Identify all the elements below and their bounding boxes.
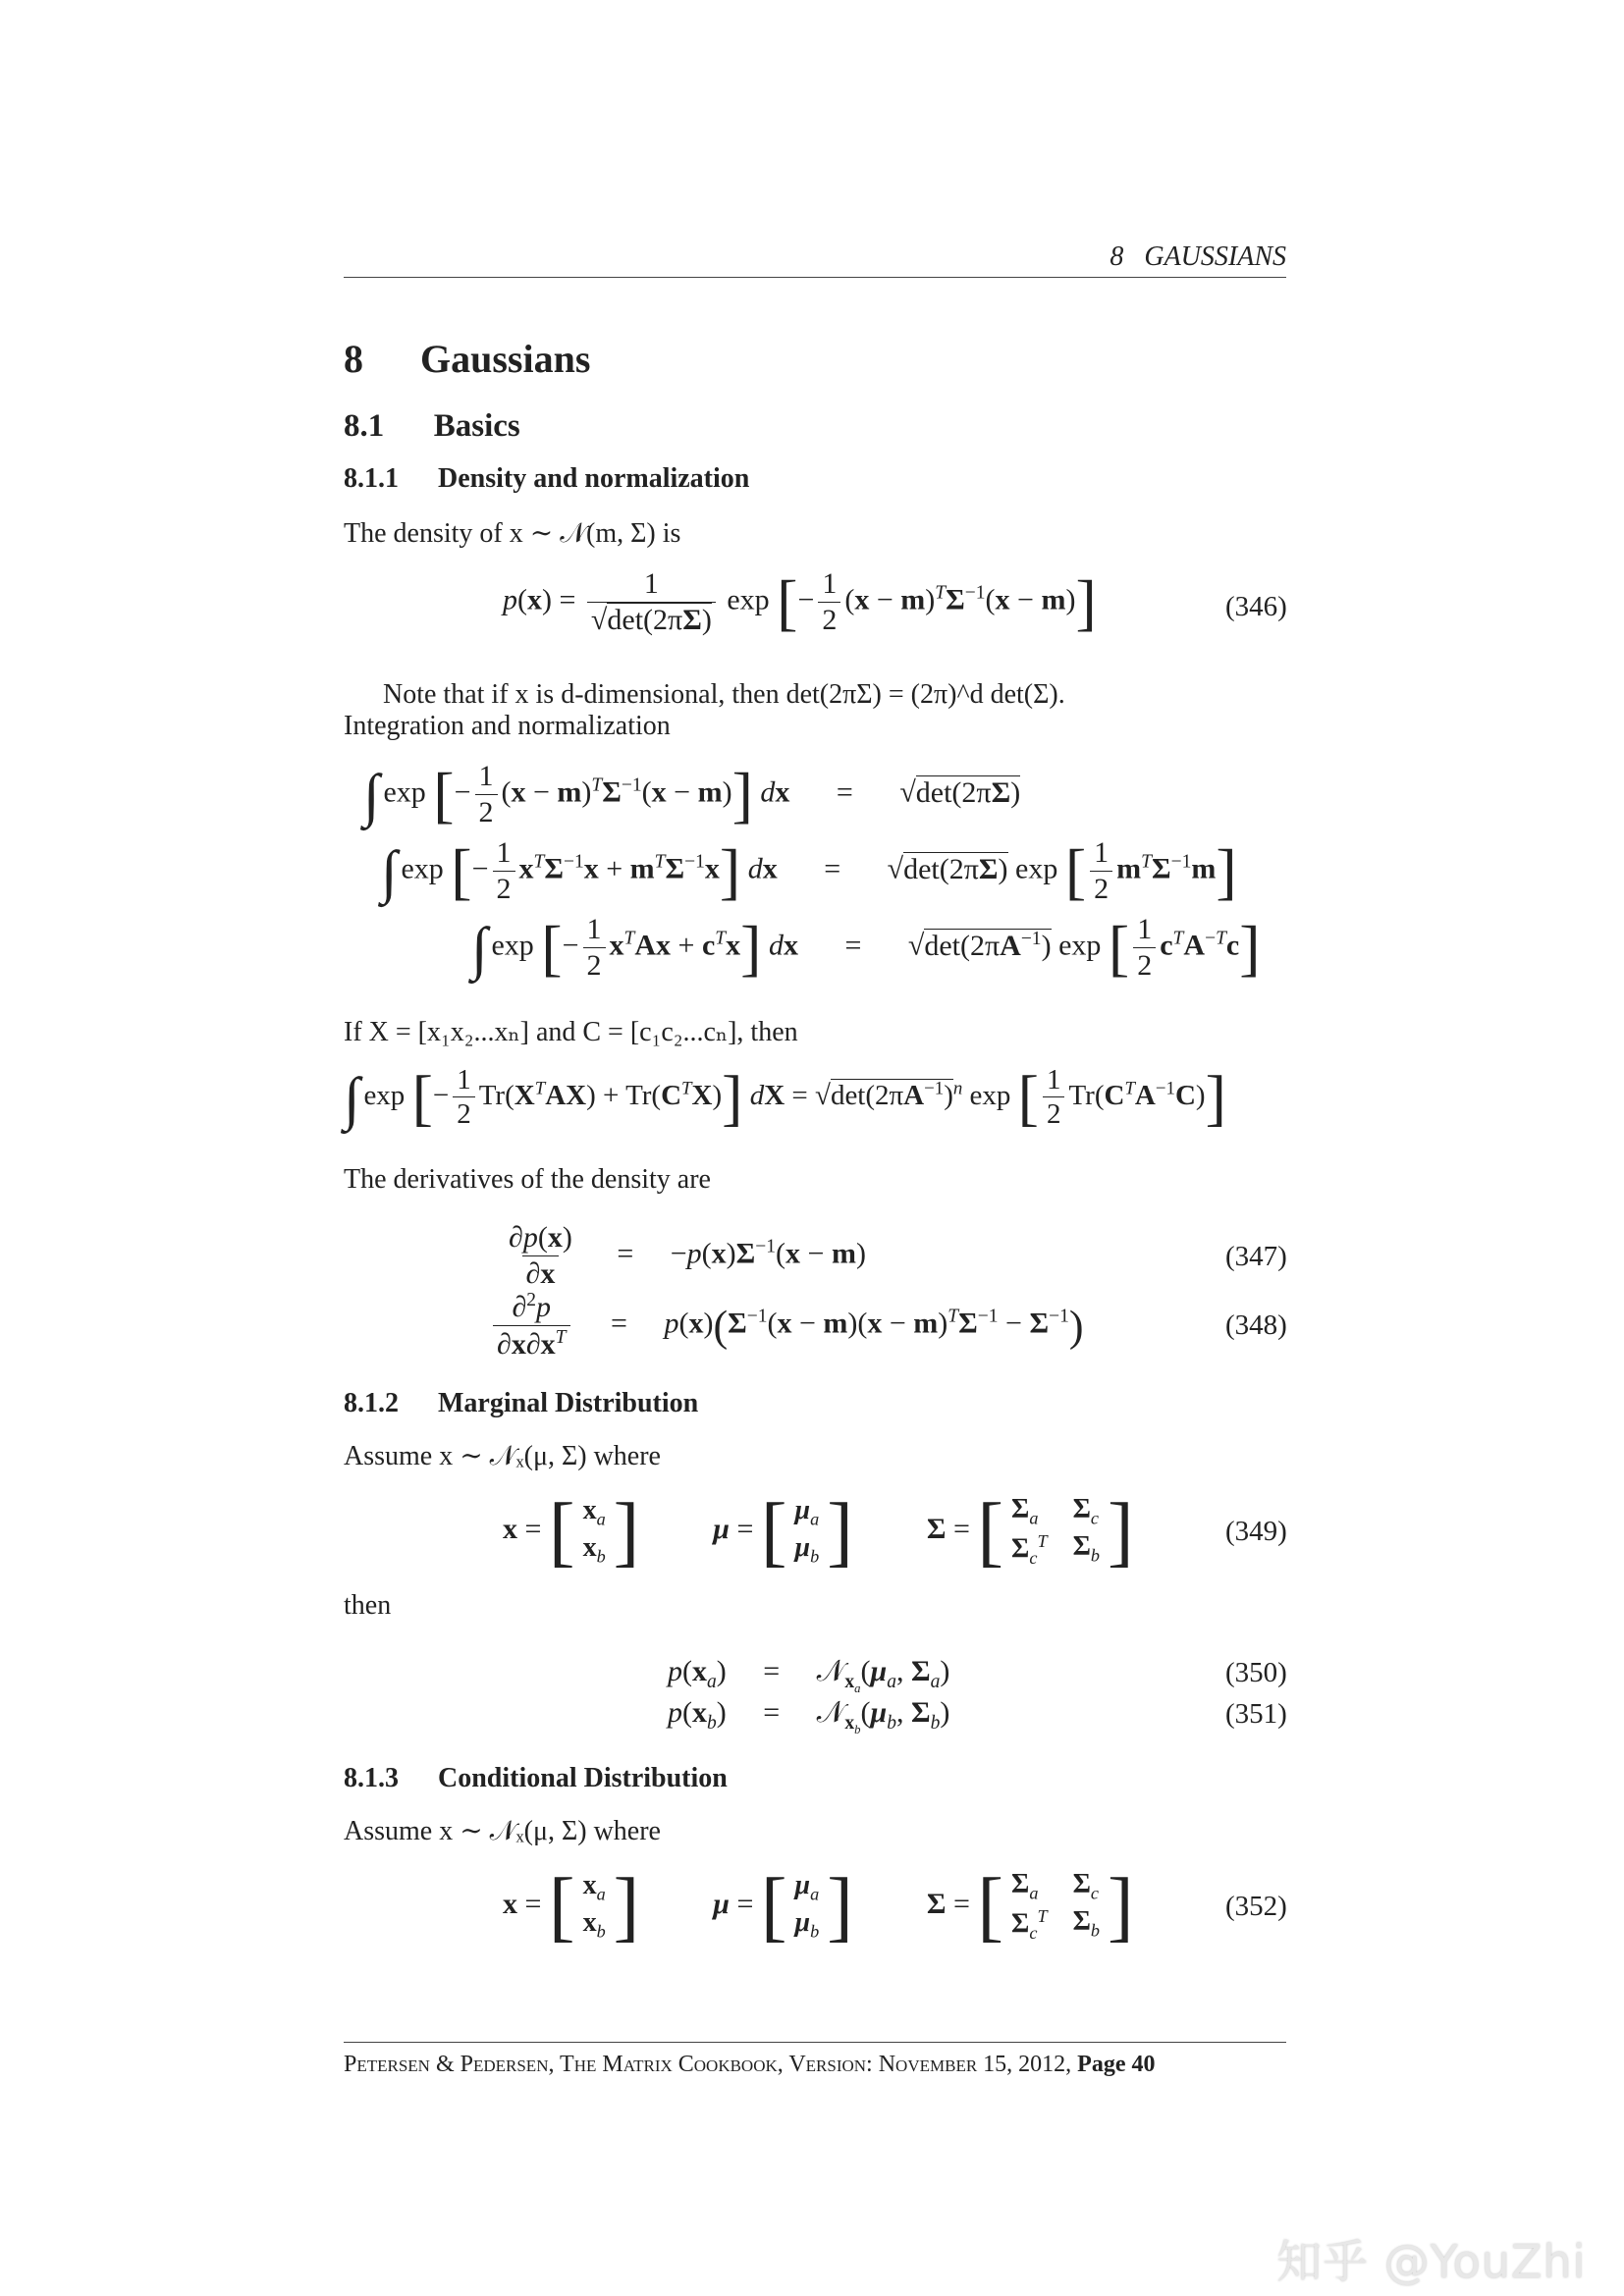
footer-rule xyxy=(344,2042,1286,2043)
equation-number-347: (347) xyxy=(1225,1241,1287,1272)
density-intro-text: The density of x ∼ 𝒩(m, Σ) is xyxy=(344,518,681,549)
then-text: then xyxy=(344,1590,392,1621)
watermark: 知乎 @YouZhi xyxy=(1276,2235,1587,2288)
subsubsection-num: 8.1.2 xyxy=(344,1388,399,1418)
subsubsection-num: 8.1.1 xyxy=(344,463,399,494)
footer-page: Page 40 xyxy=(1077,2052,1156,2077)
derivatives-text: The derivatives of the density are xyxy=(344,1164,711,1195)
equation-351: $p(x_b)$ = $𝒩_{x_b}(\mu_b$, $\Sigma_b$) xyxy=(668,1696,950,1736)
subsection-num: 8.1 xyxy=(344,408,385,444)
section-name: Gaussians xyxy=(420,337,591,381)
subsubsection-8-1-1 xyxy=(344,463,749,495)
section-title xyxy=(344,336,590,382)
footer xyxy=(344,2052,1155,2078)
subsubsection-8-1-3 xyxy=(344,1763,728,1794)
equation-number-351: (351) xyxy=(1225,1698,1287,1730)
subsubsection-name: Marginal Distribution xyxy=(438,1388,699,1418)
equation-348: $\frac{\partial^2p}{\partial x\partial x^T}$ = $p(x)(\Sigma^{-1}(x - m)(x - m)^T\Sigma^{-1} - \Sigma^{-1})$ xyxy=(489,1290,1083,1362)
integral-eq-matrix: ∫ exp [− $\frac{1}{2}$ $Tr(X^TAX) + Tr(C^TX)$] dX = $√\det(2\pi A^{-1})^n$ exp [ $\frac{1}{2}$ $Tr(C^TA^{-1}C)$] xyxy=(344,1062,1226,1133)
equation-number-352: (352) xyxy=(1225,1891,1287,1922)
equation-350: $p(x_a)$ = $𝒩_{x_a}(\mu_a$, $\Sigma_a$) xyxy=(668,1655,950,1695)
section-num: 8 xyxy=(344,337,363,381)
equation-number-349: (349) xyxy=(1225,1516,1287,1547)
integral-eq-3: ∫ exp [− $\frac{1}{2}$ $x^TAx + c^Tx$] dx = $√\det(2\pi A^{-1})$ exp [ $\frac{1}{2}$ $c^TA^{-T}c$] xyxy=(471,912,1261,983)
running-header xyxy=(1080,241,1286,273)
equation-number-350: (350) xyxy=(1225,1657,1287,1688)
subsection-title xyxy=(344,408,520,445)
assume-text-2: Assume x ∼ 𝒩ₓ(μ, Σ) where xyxy=(344,1816,661,1846)
if-x-text: If X = [x₁x₂...xₙ] and C = [c₁c₂...cₙ], then xyxy=(344,1017,798,1047)
header-rule xyxy=(344,277,1286,278)
header-chapter-title: GAUSSIANS xyxy=(1144,241,1286,272)
subsubsection-8-1-2 xyxy=(344,1388,698,1419)
equation-number-348: (348) xyxy=(1225,1309,1287,1341)
integral-eq-1: ∫ exp [− $\frac{1}{2}$ $(x - m)^T\Sigma^{-1}(x - m)$] dx = √det(2πΣ) xyxy=(363,759,1021,829)
subsubsection-name: Density and normalization xyxy=(438,463,750,494)
integral-eq-2: ∫ exp [− $\frac{1}{2}$ $x^T\Sigma^{-1}x + m^T\Sigma^{-1}x$] dx = √det(2πΣ) exp [ $\frac{1}{2}$ $m^T\Sigma^{-1}m$] xyxy=(381,835,1237,906)
integration-text: Integration and normalization xyxy=(344,711,671,741)
equation-352: x = [ $x_a$ $x_b$ ] μ = [ $\mu_a$ $\mu_b$ ] Σ = [ $\Sigma_a$ $\Sigma_c$ $\Sigma_c^T$ $\Sigma_b$ ] xyxy=(503,1863,1134,1949)
subsubsection-num: 8.1.3 xyxy=(344,1763,399,1793)
equation-number-346: (346) xyxy=(1225,591,1287,622)
note-text: Note that if x is d-dimensional, then det(2πΣ) = (2π)^d det(Σ). xyxy=(383,679,1065,710)
equation-346: p(x) = $\frac{1}{√\det(2\pi\Sigma)}$ exp [− $\frac{1}{2}$ $(x - m)^T\Sigma^{-1}(x - m)$] xyxy=(503,566,1097,637)
assume-text-1: Assume x ∼ 𝒩ₓ(μ, Σ) where xyxy=(344,1441,661,1471)
equation-347: $\frac{\partial p(x)}{\partial x}$ = $-p(x)\Sigma^{-1}(x - m)$ xyxy=(509,1221,866,1290)
subsection-name: Basics xyxy=(433,408,520,444)
subsubsection-name: Conditional Distribution xyxy=(438,1763,728,1793)
header-chapter-num: 8 xyxy=(1110,241,1124,272)
equation-349: x = [ $x_a$ $x_b$ ] μ = [ $\mu_a$ $\mu_b$ ] Σ = [ $\Sigma_a$ $\Sigma_c$ $\Sigma_c^T$ $\Sigma_b$ ] xyxy=(503,1488,1134,1575)
footer-citation: Petersen & Pedersen, The Matrix Cookbook, Version: November 15, 2012, xyxy=(344,2052,1072,2077)
